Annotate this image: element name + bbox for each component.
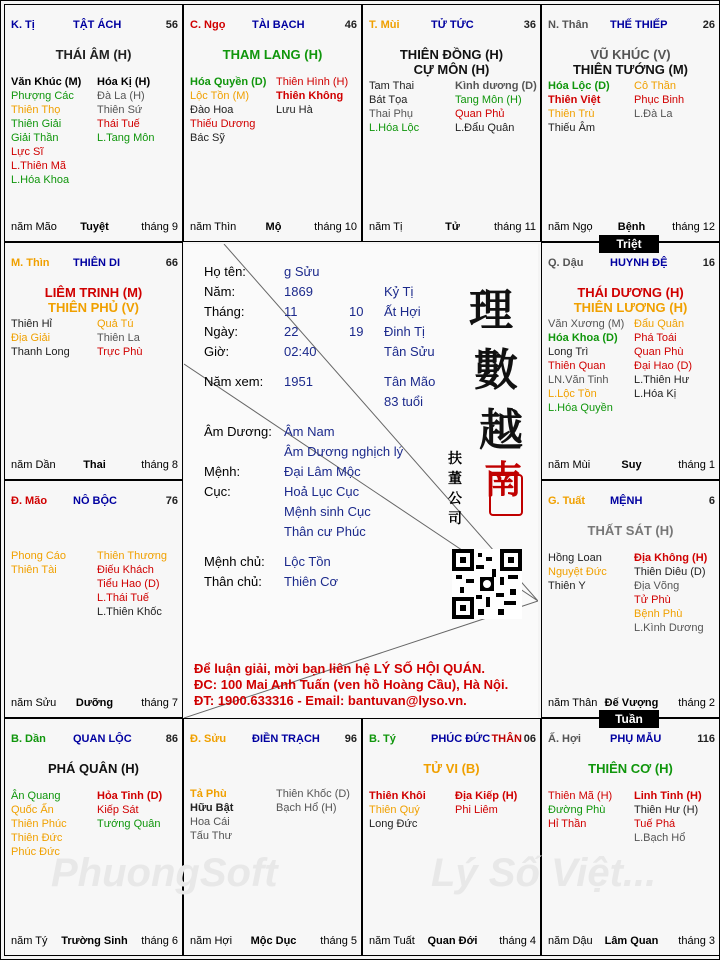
thang-can-chi: Ất Hợi	[384, 304, 421, 319]
palace-number: 66	[165, 257, 178, 269]
palace-branch: C. Ngọ	[190, 19, 226, 31]
minor-star: Ân Quang	[11, 790, 61, 802]
minor-star: Đường Phù	[548, 804, 606, 816]
gio-can-chi: Tân Sửu	[384, 344, 435, 359]
palace-year: năm Mùi	[548, 459, 591, 471]
ho-ten-value: g Sửu	[284, 264, 320, 279]
palace-header	[11, 495, 178, 509]
calligraphy-char: 南	[484, 457, 523, 502]
thang-am: 10	[349, 304, 364, 319]
minor-star: Phục Binh	[634, 94, 685, 106]
menh-label: Mệnh:	[204, 464, 241, 479]
main-star: THIÊN LƯƠNG (H)	[573, 300, 688, 315]
minor-star: Tiểu Hao (D)	[97, 578, 160, 590]
minor-star: Bệnh Phù	[634, 608, 683, 620]
minor-star: Văn Khúc (M)	[11, 76, 82, 88]
minor-star: Thanh Long	[11, 346, 70, 358]
minor-star: Tuế Phá	[634, 818, 676, 830]
palace-header	[190, 733, 357, 747]
palace-name: ĐIỀN TRẠCH	[252, 733, 320, 745]
palace-footer	[11, 697, 178, 709]
am-duong-value: Âm Nam	[284, 424, 335, 439]
stars-right	[276, 787, 350, 815]
minor-star: Thiên Tài	[11, 564, 57, 576]
palace-header	[548, 257, 715, 271]
ngay-am: 19	[349, 324, 364, 339]
minor-star: Long Đức	[369, 818, 418, 830]
palace-stage: Mộ	[265, 221, 282, 233]
palace-stage: Tuyệt	[80, 221, 109, 233]
palace-number: 36	[523, 19, 536, 31]
main-star: LIÊM TRINH (M)	[44, 285, 143, 300]
palace-branch: B. Tý	[369, 733, 396, 745]
contact-line: Để luận giải, mời bạn liên hệ LÝ SỐ HỘI QUÁN.	[194, 661, 485, 676]
palace-name: THẾ THIẾP	[610, 19, 668, 31]
palace-month: tháng 9	[141, 221, 178, 233]
palace-footer	[369, 935, 536, 947]
palace-cell-ti[interactable]	[4, 4, 183, 242]
thang-label: Tháng:	[204, 304, 245, 319]
palace-footer	[369, 221, 536, 233]
palace-name: TÀI BẠCH	[252, 19, 305, 31]
minor-star: Địa Võng	[634, 580, 680, 592]
nam-xem-can-chi: Tân Mão	[384, 374, 436, 389]
stars-right	[276, 75, 348, 117]
palace-header	[548, 19, 715, 33]
minor-star: Thái Tuế	[97, 118, 140, 130]
ho-ten-label: Họ tên:	[204, 264, 246, 279]
palace-name: TẬT ÁCH	[73, 19, 122, 31]
palace-name: TỬ TỨC	[431, 19, 474, 31]
minor-star: Tấu Thư	[190, 830, 233, 842]
palace-year: năm Dậu	[548, 935, 593, 947]
minor-star: Phong Cáo	[11, 550, 67, 562]
minor-star: Cô Thần	[634, 80, 676, 92]
palace-branch: N. Thân	[548, 19, 589, 31]
palace-month: tháng 4	[499, 935, 536, 947]
cuc-label: Cục:	[204, 484, 231, 499]
palace-stage: Đế Vượng	[604, 697, 659, 709]
contact-address: ĐC: 100 Mai Anh Tuấn (ven hồ Hoàng Cầu), Hà Nội.	[194, 677, 509, 692]
palace-header	[190, 19, 357, 33]
palace-cell-thin[interactable]	[4, 242, 183, 480]
minor-star: Kiếp Sát	[97, 804, 139, 816]
stars-right	[634, 551, 707, 635]
stars-left	[548, 79, 610, 135]
minor-star: Thiên La	[97, 332, 140, 344]
palace-year: năm Tuất	[369, 935, 415, 947]
palace-number: 76	[165, 495, 178, 507]
stars-left	[11, 549, 66, 577]
minor-star: Đại Hao (D)	[634, 360, 693, 372]
minor-star: Thiên Sứ	[97, 104, 143, 116]
palace-number: 56	[165, 19, 178, 31]
palace-year: năm Tị	[369, 221, 403, 233]
palace-footer	[548, 697, 715, 709]
palace-year: năm Ngọ	[548, 221, 593, 233]
minor-star: L.Hóa Lộc	[369, 122, 420, 134]
minor-star: Bác Sỹ	[190, 132, 225, 144]
calligraphy-char: 數	[474, 345, 518, 396]
palace-cell-ty[interactable]	[362, 718, 541, 956]
main-star: THIÊN PHỦ (V)	[48, 300, 139, 315]
am-duong-note: Âm Dương nghịch lý	[284, 444, 404, 459]
palace-number: 116	[697, 733, 715, 745]
minor-star: Lưu Hà	[276, 104, 313, 116]
minor-star: Thiếu Âm	[548, 122, 596, 134]
stars-left	[11, 789, 67, 859]
main-star: THẤT SÁT (H)	[587, 523, 674, 538]
minor-star: Bát Tọa	[369, 94, 408, 106]
palace-header	[548, 495, 715, 509]
ngay-value: 22	[284, 324, 299, 339]
minor-star: L.Thiên Hư	[634, 374, 690, 386]
stars-right	[634, 79, 684, 121]
main-star: THÁI DƯƠNG (H)	[577, 285, 684, 300]
minor-star: Địa Giải	[11, 332, 51, 344]
minor-star: Thiên Hỉ	[11, 318, 52, 330]
minor-star: Trực Phù	[97, 346, 143, 358]
minor-star: Thai Phụ	[369, 108, 414, 120]
palace-branch: Q. Dậu	[548, 257, 584, 269]
minor-star: Nguyệt Đức	[548, 566, 607, 578]
palace-month: tháng 2	[678, 697, 715, 709]
minor-star: Thiên Quý	[369, 804, 420, 816]
nam-xem-value: 1951	[284, 374, 313, 389]
palace-name: THIÊN DI	[73, 257, 121, 269]
palace-stage: Mộc Dục	[250, 935, 297, 947]
qr-code[interactable]	[452, 549, 522, 619]
minor-star: Quả Tú	[97, 318, 134, 330]
minor-star: Tam Thai	[369, 80, 415, 92]
stars-left	[190, 787, 233, 843]
stars-left	[11, 75, 81, 187]
minor-star: Đà La (H)	[97, 90, 145, 102]
palace-header	[11, 19, 178, 33]
minor-star: L.Lộc Tồn	[548, 388, 597, 400]
main-star: TỬ VI (B)	[423, 761, 480, 776]
minor-star: L.Kình Dương	[634, 622, 704, 634]
minor-star: Hồng Loan	[548, 552, 602, 564]
palace-month: tháng 12	[672, 221, 715, 233]
minor-star: L.Hóa Khoa	[11, 174, 70, 186]
minor-star: Thiên Việt	[548, 94, 601, 106]
palace-header	[11, 257, 178, 271]
palace-footer	[11, 221, 178, 233]
palace-number: 06	[523, 733, 536, 745]
palace-footer	[548, 221, 715, 233]
palace-name: MỆNH	[610, 495, 643, 507]
palace-cell-ngo[interactable]	[183, 4, 362, 242]
minor-star: Kình dương (D)	[455, 80, 537, 92]
stars-right	[97, 317, 142, 359]
minor-star: Thiên Phúc	[11, 818, 67, 830]
minor-star: Đào Hoa	[190, 104, 234, 116]
than-cu: Thân cư Phúc	[284, 524, 366, 539]
palace-cell-hoi[interactable]	[541, 718, 720, 956]
minor-star: Lực Sĩ	[11, 146, 44, 158]
minor-star: Thiên Mã (H)	[548, 790, 613, 802]
minor-star: Hỏa Tinh (D)	[97, 790, 163, 802]
minor-star: Giải Thần	[11, 132, 59, 144]
red-seal-stamp	[489, 474, 523, 516]
nam-label: Năm:	[204, 284, 236, 299]
minor-star: Thiên Trù	[548, 108, 595, 120]
palace-number: 16	[702, 257, 715, 269]
center-info-panel	[184, 244, 538, 718]
palace-branch: Đ. Mão	[11, 495, 48, 507]
minor-star: Thiên Đức	[11, 832, 63, 844]
palace-footer	[548, 459, 715, 471]
minor-star: Quan Phù	[634, 346, 684, 358]
minor-star: Điếu Khách	[97, 564, 154, 576]
minor-star: Hóa Lộc (D)	[548, 80, 610, 92]
palace-number: 96	[344, 733, 357, 745]
tuan-marker: Tuần	[599, 710, 659, 728]
palace-number: 6	[708, 495, 715, 507]
minor-star: Tả Phù	[190, 788, 227, 800]
palace-footer	[11, 935, 178, 947]
palace-stage: Suy	[621, 459, 642, 471]
minor-star: Hóa Kị (H)	[97, 76, 151, 88]
palace-header	[369, 19, 536, 33]
minor-star: Thiên Diêu (D)	[634, 566, 706, 578]
palace-month: tháng 11	[493, 221, 536, 233]
minor-star: Hỉ Thần	[548, 818, 587, 830]
palace-month: tháng 5	[320, 935, 357, 947]
contact-phone-email[interactable]: ĐT: 1900.633316 - Email: bantuvan@lyso.vn.	[194, 693, 467, 708]
minor-star: L.Thái Tuế	[97, 592, 149, 604]
minor-star: L.Hóa Quyền	[548, 402, 613, 414]
palace-branch: G. Tuất	[548, 495, 586, 507]
main-star: VŨ KHÚC (V)	[590, 47, 671, 62]
minor-star: Bạch Hổ (H)	[276, 802, 337, 814]
minor-star: Đẩu Quân	[634, 318, 685, 330]
palace-footer	[190, 935, 357, 947]
minor-star: L.Thiên Mã	[11, 160, 67, 172]
thang-value: 11	[284, 304, 298, 319]
palace-stage: Lâm Quan	[604, 935, 659, 947]
palace-name: NÔ BỘC	[73, 495, 117, 507]
minor-star: L.Tang Môn	[97, 132, 155, 144]
minor-star: Phúc Đức	[11, 846, 60, 858]
palace-cell-suu[interactable]	[183, 718, 362, 956]
palace-month: tháng 3	[678, 935, 715, 947]
minor-star: L.Thiên Khốc	[97, 606, 162, 618]
main-star: PHÁ QUÂN (H)	[48, 761, 139, 776]
palace-cell-tuat[interactable]	[541, 480, 720, 718]
main-star: THIÊN TƯỚNG (M)	[572, 62, 689, 77]
palace-branch: B. Dần	[11, 733, 46, 745]
minor-star: Hoa Cái	[190, 816, 230, 828]
palace-month: tháng 10	[314, 221, 357, 233]
than-marker: THÂN	[491, 733, 522, 745]
palace-year: năm Dần	[11, 459, 56, 471]
watermark-left: PhuongSoft	[51, 851, 278, 895]
palace-footer	[548, 935, 715, 947]
palace-header	[369, 733, 536, 747]
minor-star: Long Trì	[548, 346, 589, 358]
minor-star: Tang Môn (H)	[455, 94, 522, 106]
palace-number: 86	[165, 733, 178, 745]
palace-stage: Bệnh	[617, 221, 646, 233]
ngay-label: Ngày:	[204, 324, 238, 339]
seal-vertical-text: 扶 董 公 司	[448, 451, 462, 527]
minor-star: L.Hóa Kị	[634, 388, 677, 400]
minor-star: Phi Liêm	[455, 804, 498, 816]
stars-left	[369, 79, 419, 135]
nam-value: 1869	[284, 284, 313, 299]
menh-chu-value: Lộc Tồn	[284, 554, 331, 569]
palace-year: năm Sửu	[11, 697, 57, 709]
qr-code-icon	[452, 549, 522, 619]
palace-number: 26	[702, 19, 715, 31]
palace-month: tháng 6	[141, 935, 178, 947]
minor-star: Lộc Tồn (M)	[190, 90, 250, 102]
stars-left	[548, 789, 612, 831]
stars-left	[369, 789, 426, 831]
stars-left	[548, 551, 607, 593]
nam-xem-label: Năm xem:	[204, 374, 264, 389]
minor-star: Thiếu Dương	[190, 118, 256, 130]
main-star: THÁI ÂM (H)	[55, 47, 132, 62]
cuc-relation: Mệnh sinh Cục	[284, 504, 371, 519]
minor-star: Thiên Hư (H)	[634, 804, 699, 816]
minor-star: Thiên Hình (H)	[276, 76, 349, 88]
palace-cell-mao[interactable]	[4, 480, 183, 718]
menh-value: Đại Lâm Mộc	[284, 464, 361, 479]
stars-right	[455, 79, 537, 135]
minor-star: Tướng Quân	[97, 818, 161, 830]
stars-right	[97, 549, 167, 619]
palace-cell-dau[interactable]	[541, 242, 720, 480]
minor-star: Địa Kiếp (H)	[455, 790, 518, 802]
palace-number: 46	[344, 19, 357, 31]
minor-star: Tử Phù	[634, 594, 671, 606]
minor-star: Thiên Quan	[548, 360, 606, 372]
minor-star: Thiên Thọ	[11, 104, 61, 116]
stars-left	[548, 317, 624, 415]
palace-year: năm Thìn	[190, 221, 237, 233]
palace-year: năm Hợi	[190, 935, 233, 947]
menh-chu-label: Mệnh chủ:	[204, 554, 265, 569]
palace-year: năm Tý	[11, 935, 48, 947]
minor-star: L.Đẩu Quân	[455, 122, 515, 134]
am-duong-label: Âm Dương:	[204, 424, 272, 439]
palace-cell-dan[interactable]	[4, 718, 183, 956]
minor-star: L.Bạch Hổ	[634, 832, 686, 844]
stars-right	[455, 789, 517, 817]
minor-star: Linh Tinh (H)	[634, 790, 702, 802]
palace-branch: Đ. Sửu	[190, 733, 227, 745]
palace-name: PHÚC ĐỨC	[431, 733, 491, 745]
palace-cell-mui[interactable]	[362, 4, 541, 242]
palace-month: tháng 1	[678, 459, 715, 471]
tuoi-value: 83 tuổi	[384, 394, 424, 409]
palace-branch: Ấ. Hợi	[548, 733, 581, 745]
palace-branch: K. Tị	[11, 19, 35, 31]
minor-star: Phượng Các	[11, 90, 74, 102]
main-star: CỰ MÔN (H)	[413, 62, 490, 77]
palace-branch: M. Thìn	[11, 257, 50, 269]
minor-star: Quốc Ấn	[11, 804, 54, 816]
ngay-can-chi: Đinh Tị	[384, 324, 425, 339]
palace-name: HUYNH ĐỆ	[610, 257, 668, 269]
palace-stage: Dưỡng	[75, 697, 114, 709]
calligraphy-char: 理	[469, 285, 513, 336]
minor-star: Văn Xương (M)	[548, 318, 625, 330]
palace-stage: Trường Sinh	[61, 935, 128, 947]
minor-star: Hóa Quyền (D)	[190, 76, 267, 88]
gio-label: Giờ:	[204, 344, 230, 359]
stars-left	[11, 317, 70, 359]
stars-right	[634, 317, 692, 401]
than-chu-label: Thân chủ:	[204, 574, 262, 589]
palace-month: tháng 7	[141, 697, 178, 709]
cuc-value: Hoả Lục Cục	[284, 484, 360, 499]
nam-can-chi: Kỷ Tị	[384, 284, 414, 299]
main-star: THIÊN ĐỒNG (H)	[399, 47, 504, 62]
minor-star: Thiên Khôi	[369, 790, 426, 802]
minor-star: Thiên Giải	[11, 118, 62, 130]
stars-right	[97, 789, 162, 831]
palace-branch: T. Mùi	[369, 19, 400, 31]
palace-footer	[190, 221, 357, 233]
minor-star: LN.Văn Tinh	[548, 374, 609, 386]
gio-value: 02:40	[284, 344, 317, 359]
triet-marker: Triệt	[599, 235, 659, 253]
watermark-right: Lý Số Việt...	[431, 851, 657, 895]
minor-star: Thiên Khốc (D)	[276, 788, 350, 800]
main-star: THIÊN CƠ (H)	[588, 761, 673, 776]
palace-year: năm Thân	[548, 697, 598, 709]
palace-stage: Thai	[83, 459, 106, 471]
minor-star: Quan Phủ	[455, 108, 505, 120]
palace-cell-than[interactable]	[541, 4, 720, 242]
stars-right	[97, 75, 154, 145]
than-chu-value: Thiên Cơ	[284, 574, 339, 589]
palace-year: năm Mão	[11, 221, 57, 233]
palace-stage: Tử	[445, 221, 460, 233]
stars-right	[634, 789, 702, 845]
palace-month: tháng 8	[141, 459, 178, 471]
main-star: THAM LANG (H)	[222, 47, 323, 62]
palace-stage: Quan Đới	[427, 935, 478, 947]
palace-header	[548, 733, 715, 747]
palace-footer	[11, 459, 178, 471]
palace-header	[11, 733, 178, 747]
minor-star: Hóa Khoa (D)	[548, 332, 618, 344]
minor-star: Phá Toái	[634, 332, 677, 344]
minor-star: Địa Không (H)	[634, 552, 708, 564]
minor-star: Hữu Bật	[190, 802, 234, 814]
minor-star: Thiên Y	[548, 580, 586, 592]
palace-name: QUAN LỘC	[73, 733, 132, 745]
minor-star: Thiên Thương	[97, 550, 168, 562]
minor-star: L.Đà La	[634, 108, 673, 120]
stars-left	[190, 75, 266, 145]
palace-name: PHỤ MẪU	[610, 733, 662, 745]
minor-star: Thiên Không	[276, 90, 344, 102]
calligraphy-char: 越	[479, 405, 523, 456]
